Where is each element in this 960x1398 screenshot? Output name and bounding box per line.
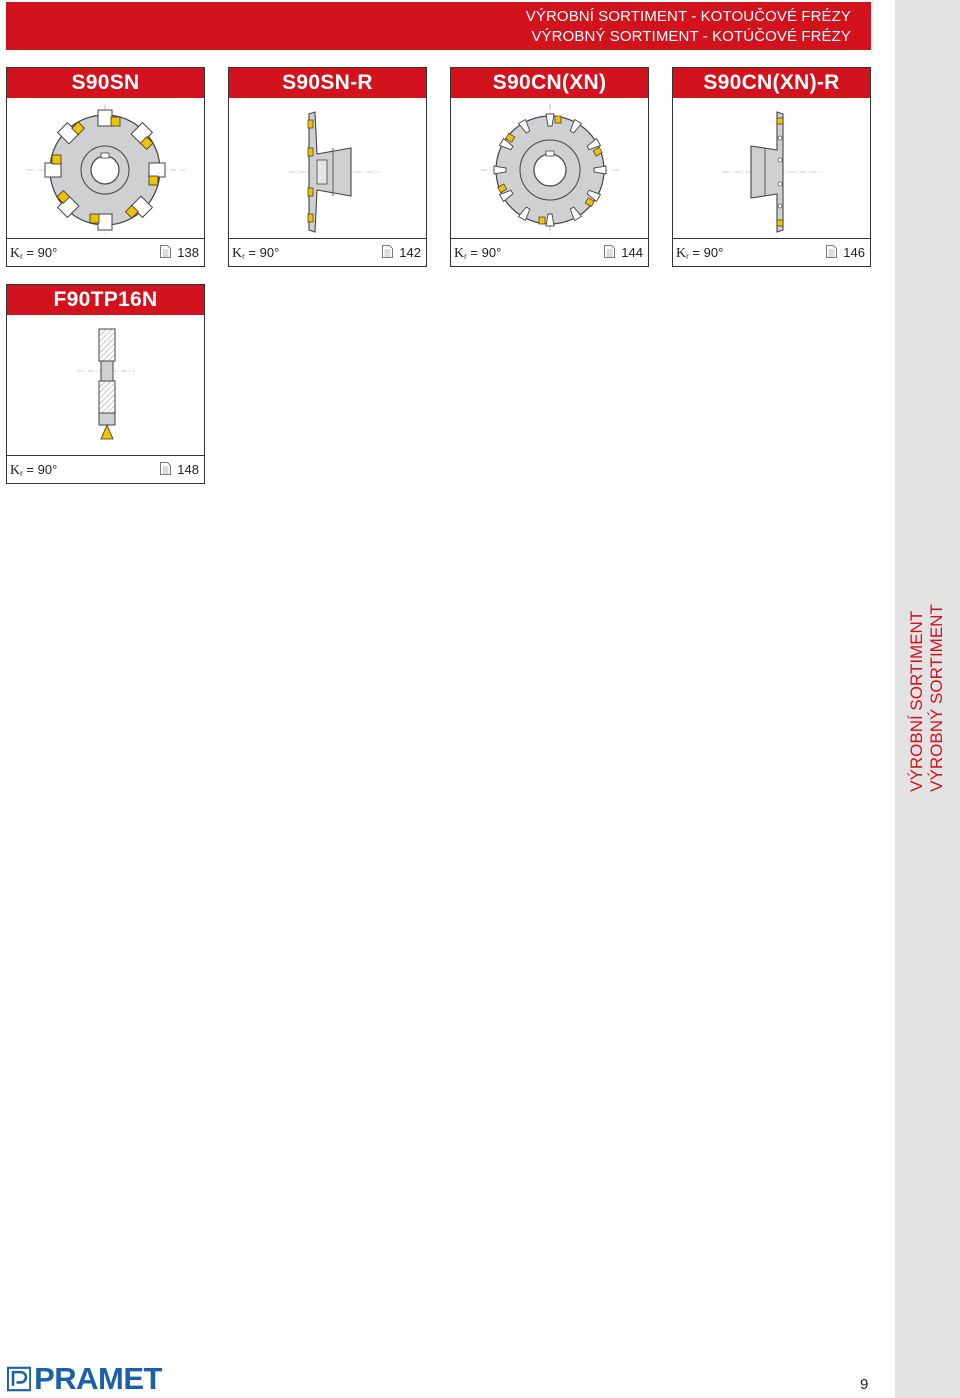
kr-angle: $K_r = 90^\circ$ — [676, 245, 724, 261]
product-card-title: S90CN(XN)-R — [673, 68, 870, 98]
kr-angle: $K_r = 90^\circ$ — [10, 245, 58, 261]
header-title-sk: VÝROBNÝ SORTIMENT - KOTÚČOVÉ FRÉZY — [531, 28, 851, 45]
product-image-s90cn-xn — [451, 98, 648, 238]
cutter-disc-icon — [7, 98, 204, 238]
product-card-s90sn-r[interactable] — [228, 67, 427, 267]
page-reference[interactable]: 148 — [160, 456, 199, 484]
page-reference[interactable]: 144 — [604, 239, 643, 267]
product-card-title: S90SN-R — [229, 68, 426, 98]
product-image-s90sn — [7, 98, 204, 238]
page-reference[interactable]: 138 — [160, 239, 199, 267]
page-number: 9 — [860, 1376, 869, 1393]
header-title-cz: VÝROBNÍ SORTIMENT - KOTOUČOVÉ FRÉZY — [525, 8, 851, 25]
product-card-s90cn-xn[interactable] — [450, 67, 649, 267]
side-bar-label-cz: VÝROBNÍ SORTIMENT — [907, 610, 926, 792]
product-card-title: S90CN(XN) — [451, 68, 648, 98]
product-card-footer — [451, 238, 648, 266]
document-icon — [604, 245, 615, 258]
pramet-logo[interactable] — [7, 1361, 162, 1396]
side-bar-label — [907, 604, 947, 792]
header-banner — [6, 2, 871, 50]
brand-name: PRAMET — [34, 1361, 162, 1396]
document-icon — [160, 245, 171, 258]
cutter-side-view-icon — [229, 98, 426, 238]
cutter-disc-icon — [451, 98, 648, 238]
document-icon — [826, 245, 837, 258]
pramet-logo-mark-icon — [7, 1365, 31, 1393]
product-card-footer — [7, 238, 204, 266]
product-card-title: S90SN — [7, 68, 204, 98]
product-card-f90tp16n[interactable] — [6, 284, 205, 484]
page-reference[interactable]: 146 — [826, 239, 865, 267]
document-icon — [382, 245, 393, 258]
cutter-cross-section-icon — [7, 315, 204, 455]
product-card-title: F90TP16N — [7, 285, 204, 315]
cutter-side-view-icon — [673, 98, 870, 238]
kr-angle: $K_r = 90^\circ$ — [232, 245, 280, 261]
kr-angle: $K_r = 90^\circ$ — [10, 462, 58, 478]
product-card-footer — [673, 238, 870, 266]
document-icon — [160, 462, 171, 475]
kr-angle: $K_r = 90^\circ$ — [454, 245, 502, 261]
product-card-footer — [229, 238, 426, 266]
page-reference[interactable]: 142 — [382, 239, 421, 267]
product-image-s90cn-xn-r — [673, 98, 870, 238]
side-bar-label-sk: VÝROBNÝ SORTIMENT — [927, 604, 946, 792]
product-card-s90cn-xn-r[interactable] — [672, 67, 871, 267]
product-image-f90tp16n — [7, 315, 204, 455]
product-card-s90sn[interactable] — [6, 67, 205, 267]
product-card-footer — [7, 455, 204, 483]
product-image-s90sn-r — [229, 98, 426, 238]
